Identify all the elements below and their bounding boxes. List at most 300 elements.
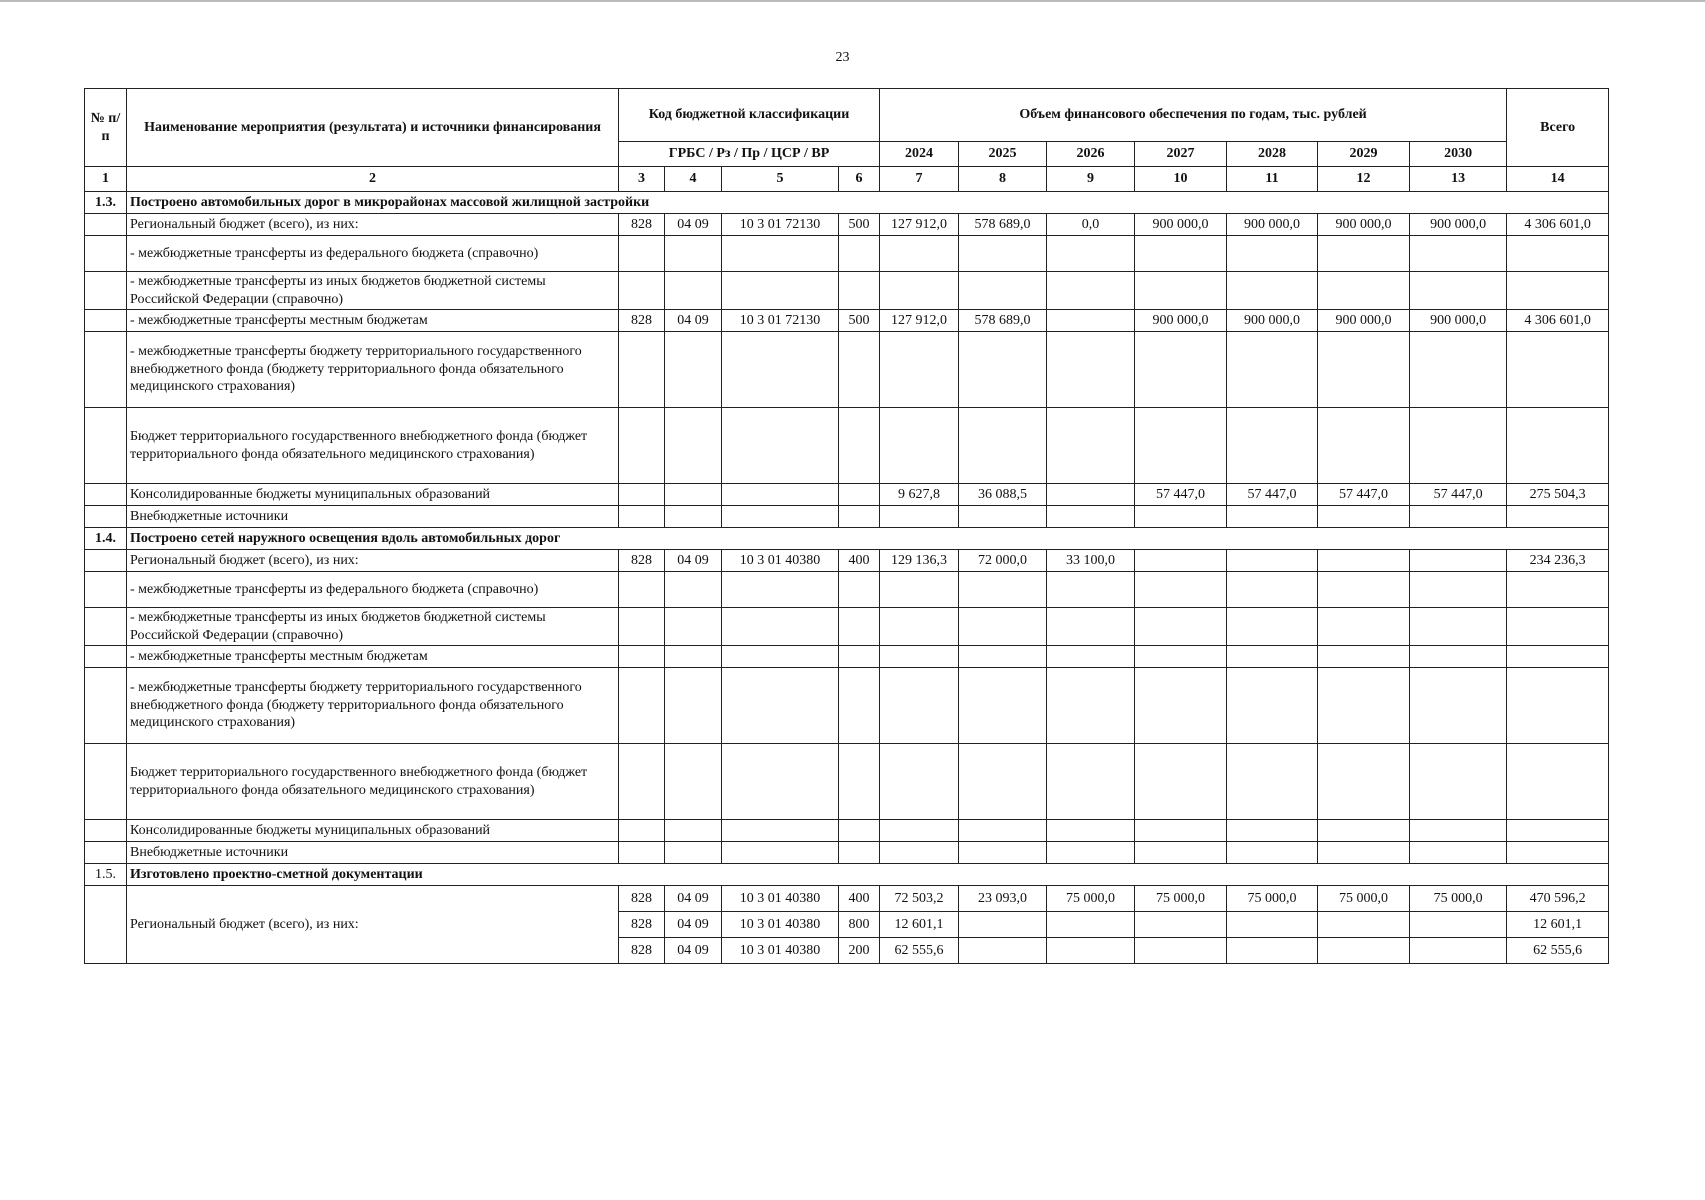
value-cell: 4 306 601,0 [1507, 310, 1609, 332]
value-cell [839, 506, 880, 528]
value-cell [619, 608, 665, 646]
value-cell [1047, 842, 1135, 864]
value-cell [665, 842, 722, 864]
value-cell [619, 646, 665, 668]
header-code-sub: ГРБС / Рз / Пр / ЦСР / ВР [619, 142, 880, 167]
value-cell [1227, 938, 1318, 964]
value-cell [1318, 668, 1410, 744]
header-year: 2024 [880, 142, 959, 167]
value-cell [665, 408, 722, 484]
value-cell: 23 093,0 [959, 886, 1047, 912]
row-name: Консолидированные бюджеты муниципальных образований [127, 484, 619, 506]
row-name: - межбюджетные трансферты местным бюджетам [127, 646, 619, 668]
column-number: 7 [880, 167, 959, 192]
value-cell [1135, 550, 1227, 572]
row-name: Внебюджетные источники [127, 842, 619, 864]
value-cell [1318, 744, 1410, 820]
section-number: 1.3. [85, 192, 127, 214]
value-cell: 04 09 [665, 912, 722, 938]
value-cell [619, 236, 665, 272]
table-row [85, 408, 1609, 484]
value-cell [722, 608, 839, 646]
value-cell [959, 668, 1047, 744]
value-cell [722, 408, 839, 484]
value-cell: 12 601,1 [1507, 912, 1609, 938]
value-cell [722, 272, 839, 310]
value-cell: 127 912,0 [880, 214, 959, 236]
value-cell: 10 3 01 40380 [722, 938, 839, 964]
value-cell [1318, 506, 1410, 528]
value-cell: 828 [619, 886, 665, 912]
value-cell [959, 646, 1047, 668]
value-cell [959, 912, 1047, 938]
value-cell [1227, 550, 1318, 572]
value-cell [839, 668, 880, 744]
value-cell: 828 [619, 310, 665, 332]
value-cell: 400 [839, 550, 880, 572]
value-cell [665, 484, 722, 506]
value-cell: 04 09 [665, 214, 722, 236]
value-cell [665, 668, 722, 744]
value-cell: 75 000,0 [1227, 886, 1318, 912]
value-cell: 578 689,0 [959, 310, 1047, 332]
value-cell [1135, 668, 1227, 744]
header-volume: Объем финансового обеспечения по годам, тыс. рублей [880, 89, 1507, 142]
table-row [85, 572, 1609, 608]
value-cell: 57 447,0 [1135, 484, 1227, 506]
value-cell [1227, 668, 1318, 744]
value-cell [1318, 842, 1410, 864]
value-cell: 900 000,0 [1318, 214, 1410, 236]
value-cell [1047, 310, 1135, 332]
value-cell [880, 332, 959, 408]
column-number: 2 [127, 167, 619, 192]
value-cell [1047, 820, 1135, 842]
value-cell [1507, 506, 1609, 528]
value-cell [619, 332, 665, 408]
table-row [85, 886, 1609, 912]
value-cell [1227, 506, 1318, 528]
value-cell [619, 506, 665, 528]
value-cell [1227, 646, 1318, 668]
value-cell [1318, 408, 1410, 484]
value-cell [619, 572, 665, 608]
row-number-cell [85, 820, 127, 842]
value-cell [722, 744, 839, 820]
value-cell [1507, 236, 1609, 272]
value-cell [619, 484, 665, 506]
value-cell [1507, 820, 1609, 842]
value-cell [665, 572, 722, 608]
value-cell [1227, 744, 1318, 820]
value-cell [1135, 332, 1227, 408]
column-number: 12 [1318, 167, 1410, 192]
row-name: - межбюджетные трансферты бюджету территориального государственного внебюджетного фонда (бюджету территориального фонда обязательного медицинского страхования) [127, 332, 619, 408]
header-year: 2027 [1135, 142, 1227, 167]
header-year: 2026 [1047, 142, 1135, 167]
row-name: - межбюджетные трансферты бюджету территориального государственного внебюджетного фонда (бюджету территориального фонда обязательного медицинского страхования) [127, 668, 619, 744]
value-cell [1135, 646, 1227, 668]
value-cell [665, 236, 722, 272]
row-number-cell [85, 668, 127, 744]
value-cell: 500 [839, 310, 880, 332]
value-cell: 04 09 [665, 938, 722, 964]
value-cell: 578 689,0 [959, 214, 1047, 236]
value-cell [1047, 332, 1135, 408]
value-cell: 72 503,2 [880, 886, 959, 912]
value-cell: 04 09 [665, 550, 722, 572]
value-cell: 900 000,0 [1318, 310, 1410, 332]
header-name: Наименование мероприятия (результата) и источники финансирования [127, 89, 619, 167]
row-number-cell [85, 310, 127, 332]
row-name: - межбюджетные трансферты из федерального бюджета (справочно) [127, 572, 619, 608]
value-cell: 275 504,3 [1507, 484, 1609, 506]
value-cell [1135, 608, 1227, 646]
table-row [85, 608, 1609, 646]
value-cell: 36 088,5 [959, 484, 1047, 506]
value-cell [1047, 744, 1135, 820]
value-cell: 828 [619, 938, 665, 964]
section-number: 1.4. [85, 528, 127, 550]
value-cell [880, 272, 959, 310]
value-cell: 470 596,2 [1507, 886, 1609, 912]
value-cell: 900 000,0 [1410, 310, 1507, 332]
section-title: Построено автомобильных дорог в микрорайонах массовой жилищной застройки [127, 192, 1609, 214]
column-number: 8 [959, 167, 1047, 192]
value-cell [880, 572, 959, 608]
value-cell [1227, 408, 1318, 484]
value-cell: 10 3 01 40380 [722, 912, 839, 938]
value-cell [1047, 608, 1135, 646]
value-cell [1410, 236, 1507, 272]
value-cell [1410, 572, 1507, 608]
table-row [85, 506, 1609, 528]
value-cell [1410, 506, 1507, 528]
value-cell [1410, 744, 1507, 820]
value-cell [959, 820, 1047, 842]
value-cell [665, 646, 722, 668]
value-cell: 0,0 [1047, 214, 1135, 236]
header-year: 2030 [1410, 142, 1507, 167]
header-year: 2028 [1227, 142, 1318, 167]
value-cell [1047, 668, 1135, 744]
column-number: 9 [1047, 167, 1135, 192]
column-number: 4 [665, 167, 722, 192]
value-cell [1227, 572, 1318, 608]
value-cell [619, 744, 665, 820]
value-cell [1135, 912, 1227, 938]
value-cell: 75 000,0 [1135, 886, 1227, 912]
value-cell [1047, 572, 1135, 608]
value-cell [839, 408, 880, 484]
value-cell [1410, 646, 1507, 668]
value-cell [1318, 938, 1410, 964]
value-cell [619, 820, 665, 842]
row-name: - межбюджетные трансферты из федерального бюджета (справочно) [127, 236, 619, 272]
table-row [85, 646, 1609, 668]
value-cell [1318, 912, 1410, 938]
value-cell [1227, 820, 1318, 842]
value-cell [959, 408, 1047, 484]
value-cell [1507, 332, 1609, 408]
value-cell [1047, 912, 1135, 938]
value-cell [839, 744, 880, 820]
section-number: 1.5. [85, 864, 127, 886]
table-row [85, 236, 1609, 272]
page-number: 23 [835, 50, 850, 65]
row-name: - межбюджетные трансферты из иных бюджетов бюджетной системы Российской Федерации (справочно) [127, 608, 619, 646]
column-number: 1 [85, 167, 127, 192]
row-number-cell [85, 272, 127, 310]
table-row [85, 484, 1609, 506]
row-number-cell [85, 550, 127, 572]
value-cell: 129 136,3 [880, 550, 959, 572]
value-cell [1135, 938, 1227, 964]
value-cell [1227, 272, 1318, 310]
value-cell [1318, 236, 1410, 272]
value-cell [722, 236, 839, 272]
value-cell [1507, 572, 1609, 608]
value-cell [959, 272, 1047, 310]
row-number-cell [85, 236, 127, 272]
value-cell [1318, 646, 1410, 668]
header-year: 2029 [1318, 142, 1410, 167]
value-cell: 900 000,0 [1227, 214, 1318, 236]
value-cell [1318, 820, 1410, 842]
column-number: 10 [1135, 167, 1227, 192]
row-number-cell [85, 408, 127, 484]
value-cell [959, 938, 1047, 964]
row-name: Региональный бюджет (всего), из них: [127, 886, 619, 964]
section-title: Изготовлено проектно-сметной документации [127, 864, 1609, 886]
row-number-cell [85, 744, 127, 820]
value-cell [1410, 408, 1507, 484]
value-cell [1047, 506, 1135, 528]
value-cell [880, 236, 959, 272]
value-cell [1507, 646, 1609, 668]
value-cell [1507, 842, 1609, 864]
value-cell [880, 744, 959, 820]
value-cell [722, 842, 839, 864]
value-cell [665, 744, 722, 820]
value-cell [880, 820, 959, 842]
section-title: Построено сетей наружного освещения вдоль автомобильных дорог [127, 528, 1609, 550]
value-cell: 500 [839, 214, 880, 236]
value-cell: 10 3 01 72130 [722, 214, 839, 236]
value-cell: 9 627,8 [880, 484, 959, 506]
value-cell [880, 668, 959, 744]
value-cell [619, 668, 665, 744]
row-number-cell [85, 506, 127, 528]
value-cell: 10 3 01 72130 [722, 310, 839, 332]
value-cell [1227, 608, 1318, 646]
value-cell [1135, 236, 1227, 272]
value-cell [619, 842, 665, 864]
table-row [85, 332, 1609, 408]
row-number-cell [85, 886, 127, 964]
table-row [85, 820, 1609, 842]
value-cell [959, 236, 1047, 272]
value-cell [1507, 272, 1609, 310]
value-cell [1135, 842, 1227, 864]
value-cell [1135, 744, 1227, 820]
value-cell [1318, 608, 1410, 646]
value-cell: 900 000,0 [1135, 310, 1227, 332]
value-cell [880, 608, 959, 646]
value-cell [1507, 668, 1609, 744]
table-row [85, 272, 1609, 310]
table-row [85, 214, 1609, 236]
value-cell: 72 000,0 [959, 550, 1047, 572]
column-number: 13 [1410, 167, 1507, 192]
table-row [85, 842, 1609, 864]
value-cell: 127 912,0 [880, 310, 959, 332]
value-cell [1227, 912, 1318, 938]
row-number-cell [85, 214, 127, 236]
value-cell [1507, 408, 1609, 484]
value-cell: 10 3 01 40380 [722, 550, 839, 572]
value-cell [1410, 668, 1507, 744]
value-cell: 828 [619, 214, 665, 236]
value-cell [722, 668, 839, 744]
value-cell [1047, 938, 1135, 964]
table-row [85, 668, 1609, 744]
value-cell [880, 506, 959, 528]
value-cell: 57 447,0 [1410, 484, 1507, 506]
row-number-cell [85, 484, 127, 506]
row-name: Внебюджетные источники [127, 506, 619, 528]
value-cell: 57 447,0 [1318, 484, 1410, 506]
value-cell [839, 842, 880, 864]
value-cell [839, 236, 880, 272]
value-cell [722, 484, 839, 506]
value-cell [722, 506, 839, 528]
column-number: 14 [1507, 167, 1609, 192]
table-row [85, 550, 1609, 572]
table-row [85, 744, 1609, 820]
value-cell: 10 3 01 40380 [722, 886, 839, 912]
value-cell [665, 332, 722, 408]
header-total: Всего [1507, 89, 1609, 167]
value-cell: 200 [839, 938, 880, 964]
row-name: - межбюджетные трансферты из иных бюджетов бюджетной системы Российской Федерации (справочно) [127, 272, 619, 310]
value-cell [880, 842, 959, 864]
value-cell: 04 09 [665, 310, 722, 332]
value-cell [839, 646, 880, 668]
row-name: Бюджет территориального государственного внебюджетного фонда (бюджет территориального фонда обязательного медицинского страхования) [127, 408, 619, 484]
value-cell [619, 272, 665, 310]
value-cell: 400 [839, 886, 880, 912]
value-cell [1227, 236, 1318, 272]
value-cell [1318, 332, 1410, 408]
value-cell [1047, 484, 1135, 506]
row-name: Консолидированные бюджеты муниципальных образований [127, 820, 619, 842]
column-number: 5 [722, 167, 839, 192]
budget-table [84, 88, 1609, 964]
value-cell [1318, 550, 1410, 572]
value-cell [1135, 408, 1227, 484]
value-cell [722, 572, 839, 608]
value-cell: 828 [619, 912, 665, 938]
value-cell: 234 236,3 [1507, 550, 1609, 572]
value-cell [959, 506, 1047, 528]
row-name: Региональный бюджет (всего), из них: [127, 214, 619, 236]
row-number-cell [85, 572, 127, 608]
section-header-row [85, 192, 1609, 214]
value-cell [1410, 550, 1507, 572]
value-cell [880, 646, 959, 668]
row-number-cell [85, 646, 127, 668]
row-number-cell [85, 842, 127, 864]
section-header-row [85, 864, 1609, 886]
header-year: 2025 [959, 142, 1047, 167]
row-number-cell [85, 608, 127, 646]
value-cell: 900 000,0 [1410, 214, 1507, 236]
value-cell [665, 272, 722, 310]
value-cell: 828 [619, 550, 665, 572]
value-cell [839, 572, 880, 608]
value-cell: 75 000,0 [1047, 886, 1135, 912]
row-name: Бюджет территориального государственного внебюджетного фонда (бюджет территориального фонда обязательного медицинского страхования) [127, 744, 619, 820]
row-name: Региональный бюджет (всего), из них: [127, 550, 619, 572]
value-cell [1135, 272, 1227, 310]
value-cell: 800 [839, 912, 880, 938]
value-cell [1410, 938, 1507, 964]
value-cell [1135, 506, 1227, 528]
value-cell [619, 408, 665, 484]
value-cell [959, 572, 1047, 608]
value-cell [1227, 842, 1318, 864]
value-cell: 57 447,0 [1227, 484, 1318, 506]
value-cell [1227, 332, 1318, 408]
row-number-cell [85, 332, 127, 408]
value-cell [880, 408, 959, 484]
scan-top-edge [0, 0, 1705, 2]
value-cell: 62 555,6 [880, 938, 959, 964]
value-cell [959, 744, 1047, 820]
value-cell [1135, 572, 1227, 608]
value-cell: 62 555,6 [1507, 938, 1609, 964]
value-cell [1318, 572, 1410, 608]
value-cell [1410, 272, 1507, 310]
value-cell [665, 608, 722, 646]
value-cell [959, 608, 1047, 646]
column-number: 3 [619, 167, 665, 192]
value-cell [722, 820, 839, 842]
table-row [85, 310, 1609, 332]
column-number: 11 [1227, 167, 1318, 192]
value-cell [1507, 608, 1609, 646]
value-cell [1410, 332, 1507, 408]
value-cell [839, 608, 880, 646]
value-cell [1047, 272, 1135, 310]
column-number: 6 [839, 167, 880, 192]
value-cell [959, 332, 1047, 408]
value-cell [665, 506, 722, 528]
value-cell [1410, 912, 1507, 938]
value-cell [1410, 608, 1507, 646]
value-cell [959, 842, 1047, 864]
value-cell [839, 484, 880, 506]
value-cell: 4 306 601,0 [1507, 214, 1609, 236]
value-cell: 33 100,0 [1047, 550, 1135, 572]
value-cell [839, 272, 880, 310]
value-cell [1047, 646, 1135, 668]
value-cell [1047, 236, 1135, 272]
value-cell: 900 000,0 [1135, 214, 1227, 236]
value-cell: 12 601,1 [880, 912, 959, 938]
value-cell [839, 820, 880, 842]
